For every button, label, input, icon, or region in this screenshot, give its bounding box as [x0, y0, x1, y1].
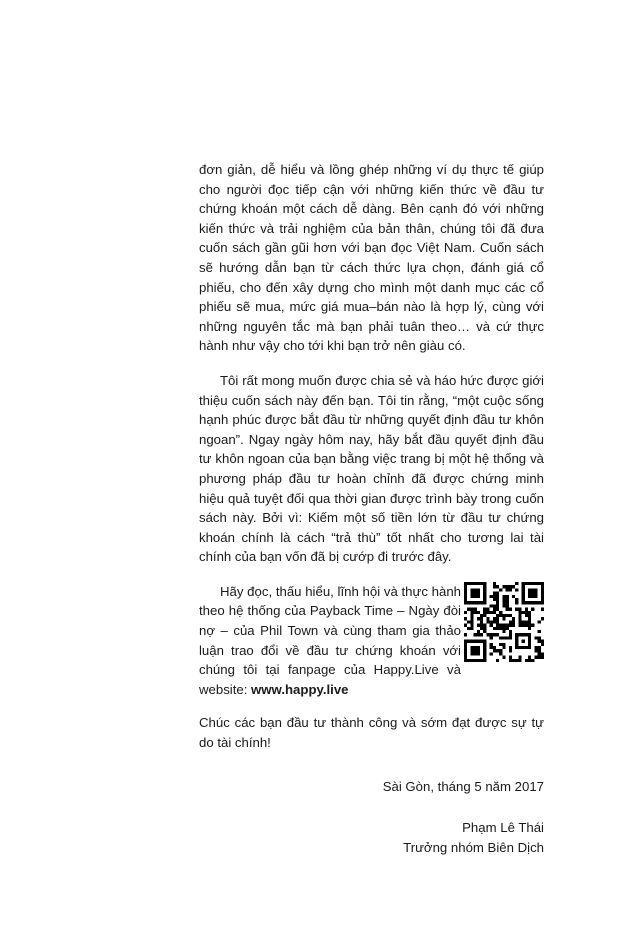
intro-paragraph: đơn giản, dễ hiểu và lồng ghép những ví dụ thực tế giúp cho người đọc tiếp cận với những kiến thức về đầu tư chứng khoán một cách dễ dàng. Bên cạnh đó với những kiến thức và trải nghiệm của bản thân, chúng tôi đã đưa cuốn sách gần gũi hơn với bạn đọc Việt Nam. Cuốn sách sẽ hướng dẫn bạn từ cách thức lựa chọn, đánh giá cổ phiếu, cho đến xây dựng cho mình một danh mục các cổ phiếu sẽ mua, mức giá mua–bán nào là hợp lý, cùng với những nguyên tắc mà bạn phải tuân theo… và cứ thực hành như vậy cho tới khi bạn trở nên giàu có. — [199, 162, 544, 354]
qr-code-icon[interactable] — [464, 582, 544, 662]
qr-section — [199, 582, 544, 700]
place-date: Sài Gòn, tháng 5 năm 2017 — [382, 778, 544, 794]
website-link[interactable]: www.happy.live — [251, 681, 349, 697]
signer-name: Phạm Lê Thái — [462, 820, 544, 836]
signer-title: Trưởng nhóm Biên Dịch — [403, 839, 544, 855]
page-body — [199, 160, 544, 857]
wish-paragraph: Tôi rất mong muốn được chia sẻ và háo hức được giới thiệu cuốn sách này đến bạn. Tôi tin rằng, “một cuộc sống hạnh phúc được bắt đầu từ những quyết định đầu tư khôn ngoan”. Ngay ngày hôm nay, hãy bắt đầu quyết định đầu tư khôn ngoan của bạn bằng việc trang bị một hệ thống và phương pháp đầu tư hoàn chỉnh đã được chứng minh hiệu quả tuyệt đối qua thời gian được trình bày trong cuốn sách này. Bởi vì: Kiếm một số tiền lớn từ đầu tư chứng khoán chính là cách “trả thù” tốt nhất cho tương lai tài chính của bạn vốn đã bị cướp đi trước đây. — [199, 372, 544, 565]
closing-paragraph: Chúc các bạn đầu tư thành công và sớm đạt được sự tự do tài chính! — [199, 715, 544, 751]
invite-text: Hãy đọc, thấu hiểu, lĩnh hội và thực hành theo hệ thống của Payback Time – Ngày đòi nợ – của Phil Town và cùng tham gia thảo luận trao đổi về đầu tư chứng khoán với chúng tôi tại fanpage của Happy.Live và website: — [199, 583, 461, 697]
invite-paragraph — [199, 582, 461, 700]
